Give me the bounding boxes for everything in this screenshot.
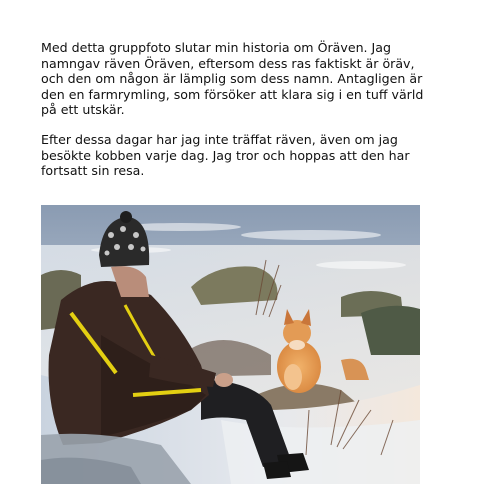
photo-man-and-fox-on-frozen-shore (41, 205, 420, 484)
paragraph-closing: Efter dessa dagar har jag inte träffat räven, även om jag besökte kobben varje dag. Jag tror och hoppas att den har fortsatt sin resa. (41, 132, 410, 178)
paragraph-intro: Med detta gruppfoto slutar min historia om Öräven. Jag namngav räven Öräven, eftersom dess ras faktiskt är öräv, och den om någon är lämplig som dess namn. Antagligen är den en farmrymling, som försöker att klara sig i en tuff värld på ett utskär. (41, 40, 424, 117)
